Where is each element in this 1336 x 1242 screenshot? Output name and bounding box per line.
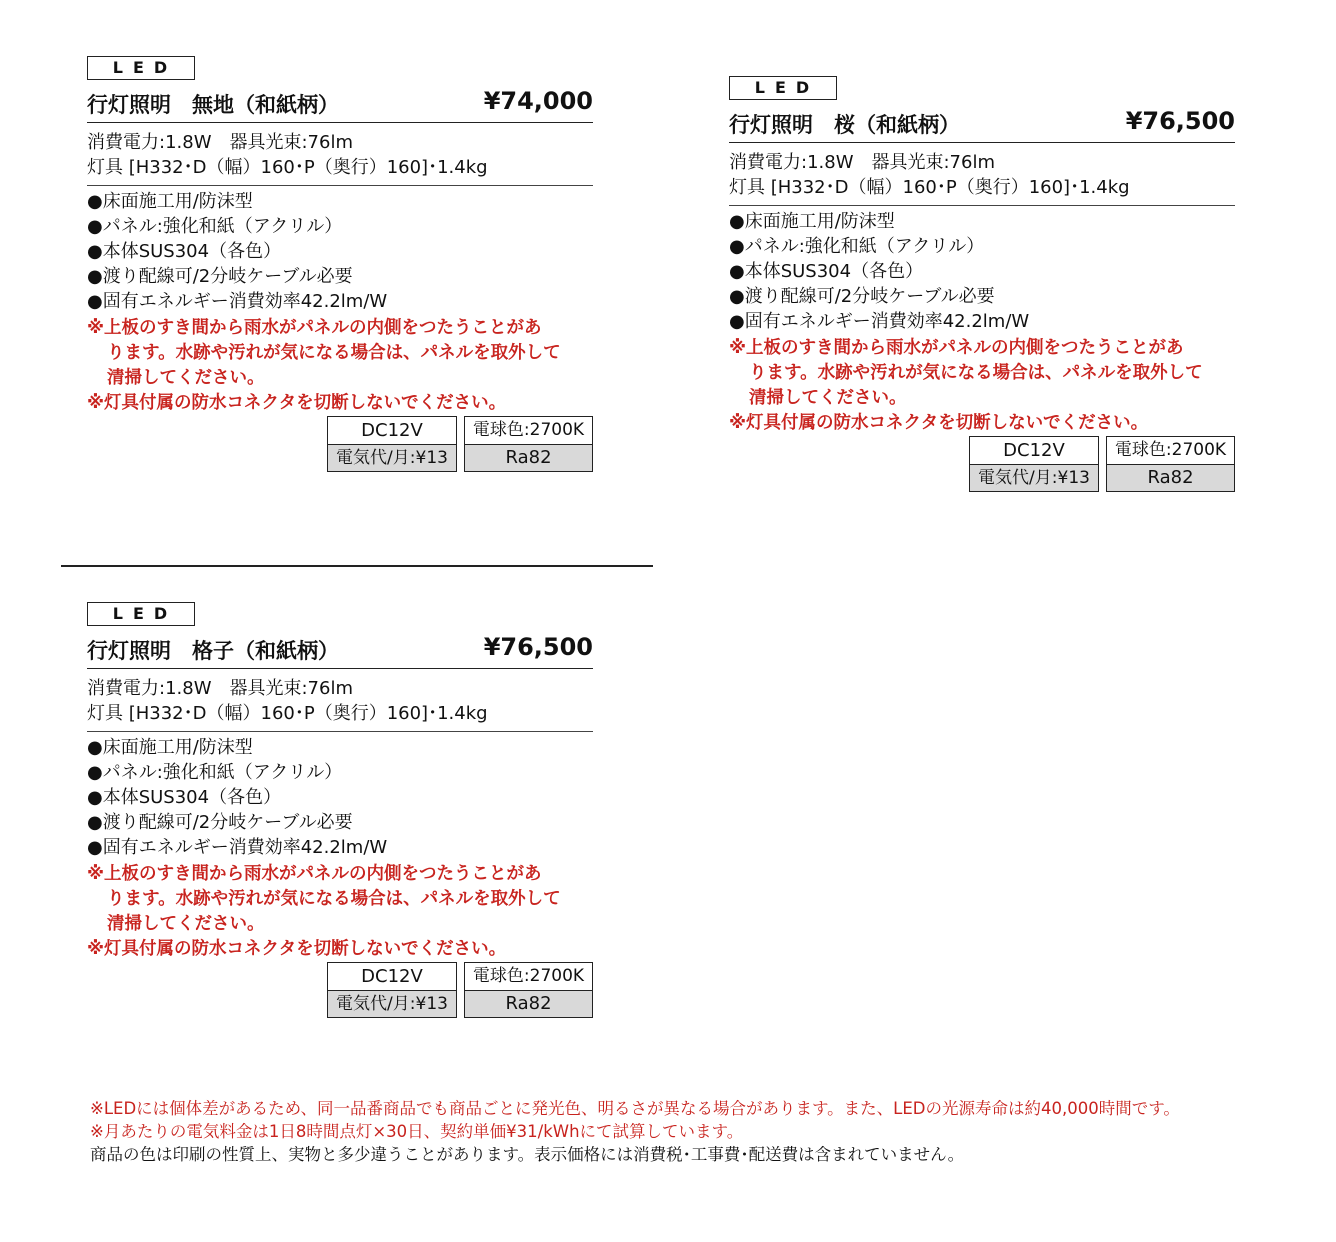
spec-block (87, 676, 593, 732)
dimension-spec: 灯具 [H332･D（幅）160･P（奥行）160]･1.4kg (87, 703, 488, 724)
title-row (87, 89, 593, 123)
bulb-color: 電球色:2700K (1107, 437, 1234, 465)
product-price: ¥76,500 (483, 633, 593, 661)
product-title: 行灯照明 桜（和紙柄） (729, 113, 960, 137)
feature-item: ●パネル:強化和紙（アクリル） (87, 762, 343, 783)
feature-item: ●本体SUS304（各色） (729, 261, 924, 282)
voltage-value: DC12V (328, 963, 456, 991)
ra-value: Ra82 (465, 445, 592, 471)
led-variance-note: ※LEDには個体差があるため、同一品番商品でも商品ごとに発光色、明るさが異なる場合があります。また、LEDの光源寿命は約40,000時間です。 (90, 1099, 1180, 1118)
section-divider (61, 565, 653, 567)
color-box (464, 962, 593, 1018)
caution-note: ※上板のすき間から雨水がパネルの内側をつたうことがあ (87, 318, 542, 338)
caution-note: 清掃してください。 (107, 368, 265, 388)
product-price: ¥76,500 (1125, 107, 1235, 135)
electricity-cost: 電気代/月:¥13 (328, 991, 456, 1017)
title-row (87, 635, 593, 669)
feature-item: ●パネル:強化和紙（アクリル） (729, 236, 985, 257)
voltage-box (327, 416, 457, 472)
product-title: 行灯照明 格子（和紙柄） (87, 639, 339, 663)
caution-note: ※上板のすき間から雨水がパネルの内側をつたうことがあ (87, 864, 542, 884)
voltage-value: DC12V (328, 417, 456, 445)
electricity-cost: 電気代/月:¥13 (328, 445, 456, 471)
feature-item: ●渡り配線可/2分岐ケーブル必要 (87, 812, 353, 833)
ra-value: Ra82 (465, 991, 592, 1017)
caution-note: 清掃してください。 (749, 388, 907, 408)
feature-item: ●固有エネルギー消費効率42.2lm/W (729, 311, 1030, 332)
caution-note: 清掃してください。 (107, 914, 265, 934)
led-badge: LED (87, 602, 195, 626)
feature-item: ●床面施工用/防沫型 (87, 191, 253, 212)
electricity-cost-note: ※月あたりの電気料金は1日8時間点灯×30日、契約単価¥31/kWhにて試算しています。 (90, 1122, 744, 1141)
title-row (729, 109, 1235, 143)
power-spec: 消費電力:1.8W 器具光束:76lm (87, 678, 353, 699)
color-box (464, 416, 593, 472)
caution-notes (87, 316, 593, 416)
feature-item: ●床面施工用/防沫型 (729, 211, 895, 232)
feature-item: ●パネル:強化和紙（アクリル） (87, 216, 343, 237)
caution-note: ※灯具付属の防水コネクタを切断しないでください。 (87, 939, 507, 959)
voltage-box (969, 436, 1099, 492)
dimension-spec: 灯具 [H332･D（幅）160･P（奥行）160]･1.4kg (87, 157, 488, 178)
price-disclaimer: 商品の色は印刷の性質上、実物と多少違うことがあります。表示価格には消費税･工事費･配送費は含まれていません。 (90, 1145, 965, 1164)
ra-value: Ra82 (1107, 465, 1234, 491)
caution-note: ります。水跡や汚れが気になる場合は、パネルを取外して (749, 363, 1203, 383)
feature-item: ●渡り配線可/2分岐ケーブル必要 (729, 286, 995, 307)
led-badge: LED (87, 56, 195, 80)
electricity-cost: 電気代/月:¥13 (970, 465, 1098, 491)
bulb-color: 電球色:2700K (465, 963, 592, 991)
feature-list (87, 735, 593, 860)
feature-item: ●本体SUS304（各色） (87, 787, 282, 808)
spec-block (87, 130, 593, 186)
feature-item: ●固有エネルギー消費効率42.2lm/W (87, 291, 388, 312)
feature-list (729, 209, 1235, 334)
feature-item: ●固有エネルギー消費効率42.2lm/W (87, 837, 388, 858)
feature-item: ●渡り配線可/2分岐ケーブル必要 (87, 266, 353, 287)
caution-note: ※上板のすき間から雨水がパネルの内側をつたうことがあ (729, 338, 1184, 358)
bulb-color: 電球色:2700K (465, 417, 592, 445)
caution-note: ※灯具付属の防水コネクタを切断しないでください。 (87, 393, 507, 413)
voltage-box (327, 962, 457, 1018)
feature-item: ●本体SUS304（各色） (87, 241, 282, 262)
led-badge: LED (729, 76, 837, 100)
caution-notes (729, 336, 1235, 436)
color-box (1106, 436, 1235, 492)
feature-item: ●床面施工用/防沫型 (87, 737, 253, 758)
dimension-spec: 灯具 [H332･D（幅）160･P（奥行）160]･1.4kg (729, 177, 1130, 198)
power-spec: 消費電力:1.8W 器具光束:76lm (87, 132, 353, 153)
caution-notes (87, 862, 593, 962)
power-spec: 消費電力:1.8W 器具光束:76lm (729, 152, 995, 173)
caution-note: ります。水跡や汚れが気になる場合は、パネルを取外して (107, 889, 561, 909)
product-price: ¥74,000 (483, 87, 593, 115)
caution-note: ります。水跡や汚れが気になる場合は、パネルを取外して (107, 343, 561, 363)
voltage-value: DC12V (970, 437, 1098, 465)
product-title: 行灯照明 無地（和紙柄） (87, 93, 339, 117)
spec-block (729, 150, 1235, 206)
caution-note: ※灯具付属の防水コネクタを切断しないでください。 (729, 413, 1149, 433)
footer-notes (90, 1097, 1310, 1166)
feature-list (87, 189, 593, 314)
